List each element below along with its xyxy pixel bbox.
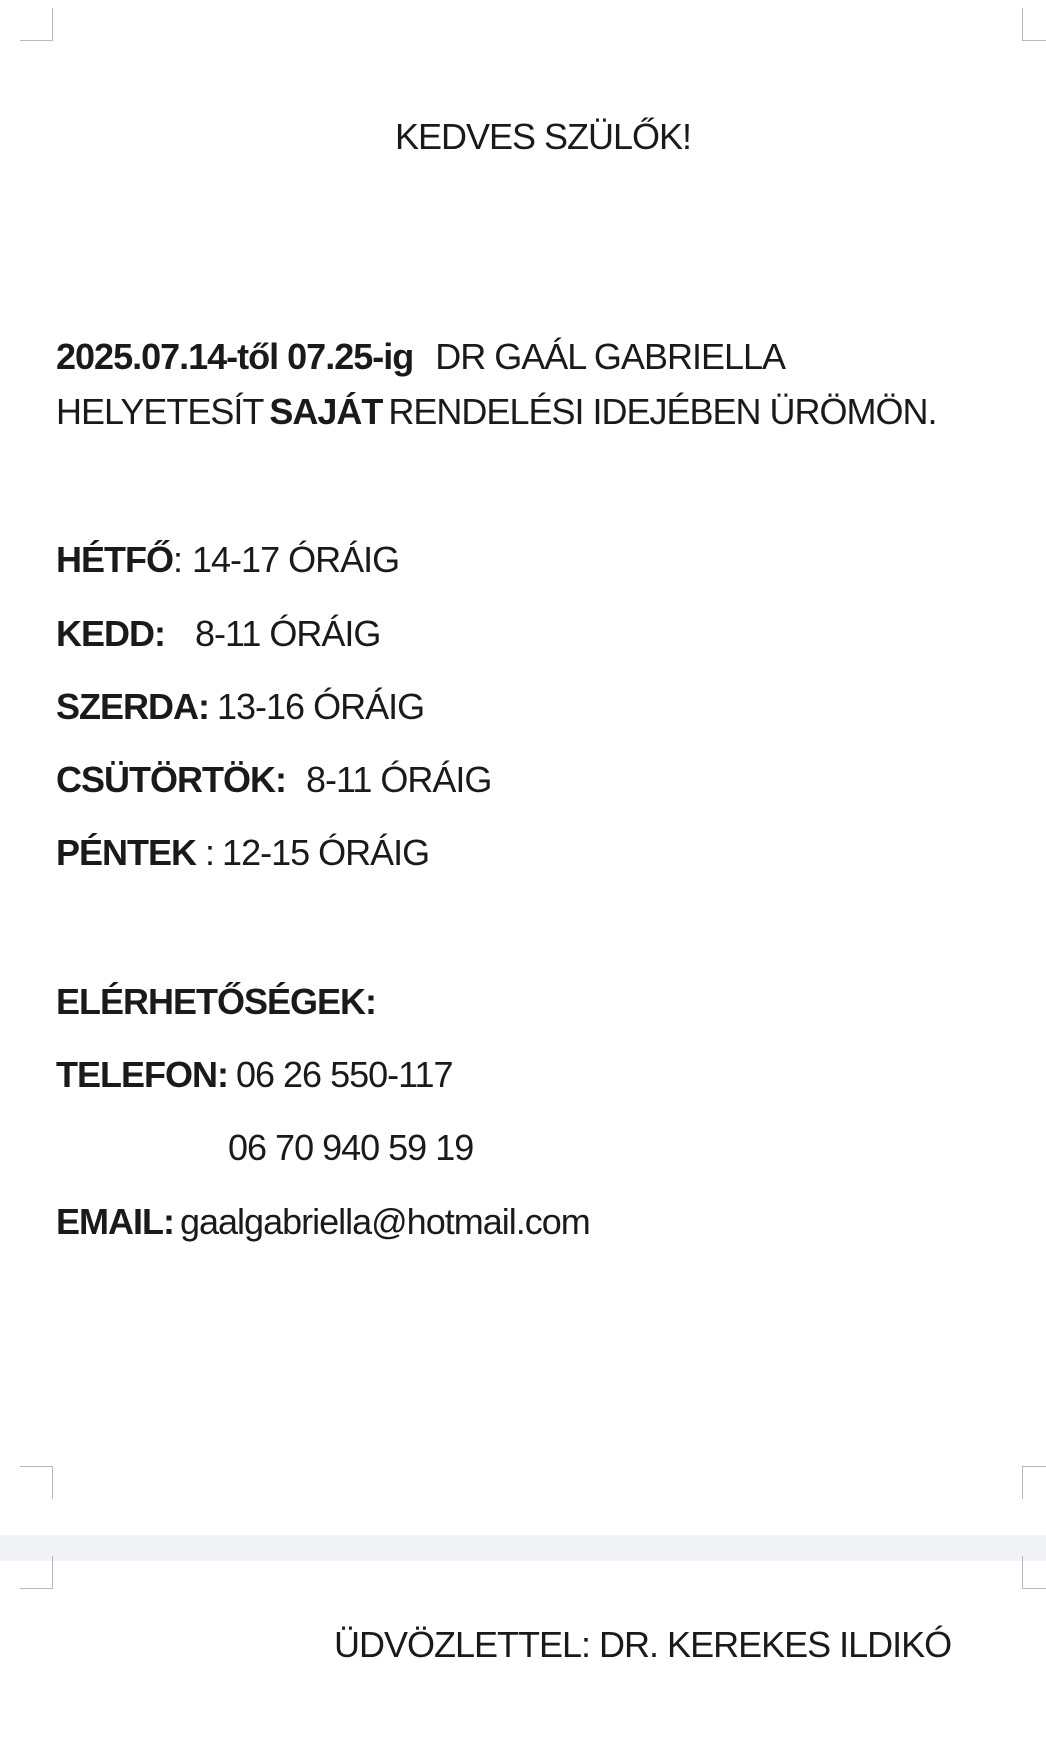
schedule-row-thursday bbox=[56, 753, 491, 807]
schedule-day: CSÜTÖRTÖK: bbox=[56, 759, 286, 800]
document-page-2 bbox=[0, 1561, 1046, 1756]
phone-row bbox=[56, 1048, 453, 1102]
page-separator bbox=[0, 1535, 1046, 1561]
contacts-heading: ELÉRHETŐSÉGEK: bbox=[56, 981, 377, 1022]
intro-line-1 bbox=[56, 330, 785, 384]
crop-mark-bottom-left bbox=[20, 1466, 53, 1499]
intro-line-2 bbox=[56, 385, 937, 439]
email-address[interactable]: gaalgabriella@hotmail.com bbox=[179, 1201, 590, 1242]
schedule-hours: 14-17 ÓRÁIG bbox=[192, 539, 400, 580]
schedule-row-monday bbox=[56, 533, 399, 587]
phone-number-2[interactable]: 06 70 940 59 19 bbox=[228, 1127, 474, 1168]
crop-mark-top-right bbox=[1022, 1556, 1046, 1589]
schedule-row-friday bbox=[56, 826, 429, 880]
schedule-day: PÉNTEK bbox=[56, 832, 197, 873]
schedule-hours: 13-16 ÓRÁIG bbox=[217, 686, 425, 727]
signature-line: ÜDVÖZLETTEL: DR. KEREKES ILDIKÓ bbox=[334, 1624, 952, 1665]
schedule-day: SZERDA: bbox=[56, 686, 209, 727]
doctor-name: DR GAÁL GABRIELLA bbox=[435, 336, 786, 377]
intro-substitutes: HELYETESÍT bbox=[56, 391, 264, 432]
intro-own-emphasis: SAJÁT bbox=[269, 391, 383, 432]
email-label: EMAIL: bbox=[56, 1201, 174, 1242]
phone-number-1[interactable]: 06 26 550-117 bbox=[235, 1054, 453, 1095]
schedule-day: KEDD: bbox=[56, 613, 165, 654]
email-row bbox=[56, 1195, 590, 1249]
schedule-row-wednesday bbox=[56, 680, 424, 734]
schedule-hours: 12-15 ÓRÁIG bbox=[222, 832, 430, 873]
phone-label: TELEFON: bbox=[56, 1054, 228, 1095]
crop-mark-bottom-right bbox=[1022, 1466, 1046, 1499]
schedule-hours: 8-11 ÓRÁIG bbox=[195, 613, 381, 654]
date-range: 2025.07.14-től 07.25-ig bbox=[56, 336, 414, 377]
greeting-heading: KEDVES SZÜLŐK! bbox=[394, 116, 692, 157]
intro-location: RENDELÉSI IDEJÉBEN ÜRÖMÖN. bbox=[388, 391, 937, 432]
schedule-row-tuesday bbox=[56, 607, 380, 661]
schedule-separator: : bbox=[196, 832, 215, 873]
schedule-day: HÉTFŐ bbox=[56, 539, 173, 580]
crop-mark-top-left bbox=[20, 8, 53, 41]
schedule-separator: : bbox=[173, 539, 183, 580]
crop-mark-top-right bbox=[1022, 8, 1046, 41]
schedule-hours: 8-11 ÓRÁIG bbox=[305, 759, 492, 800]
crop-mark-top-left bbox=[20, 1556, 53, 1589]
